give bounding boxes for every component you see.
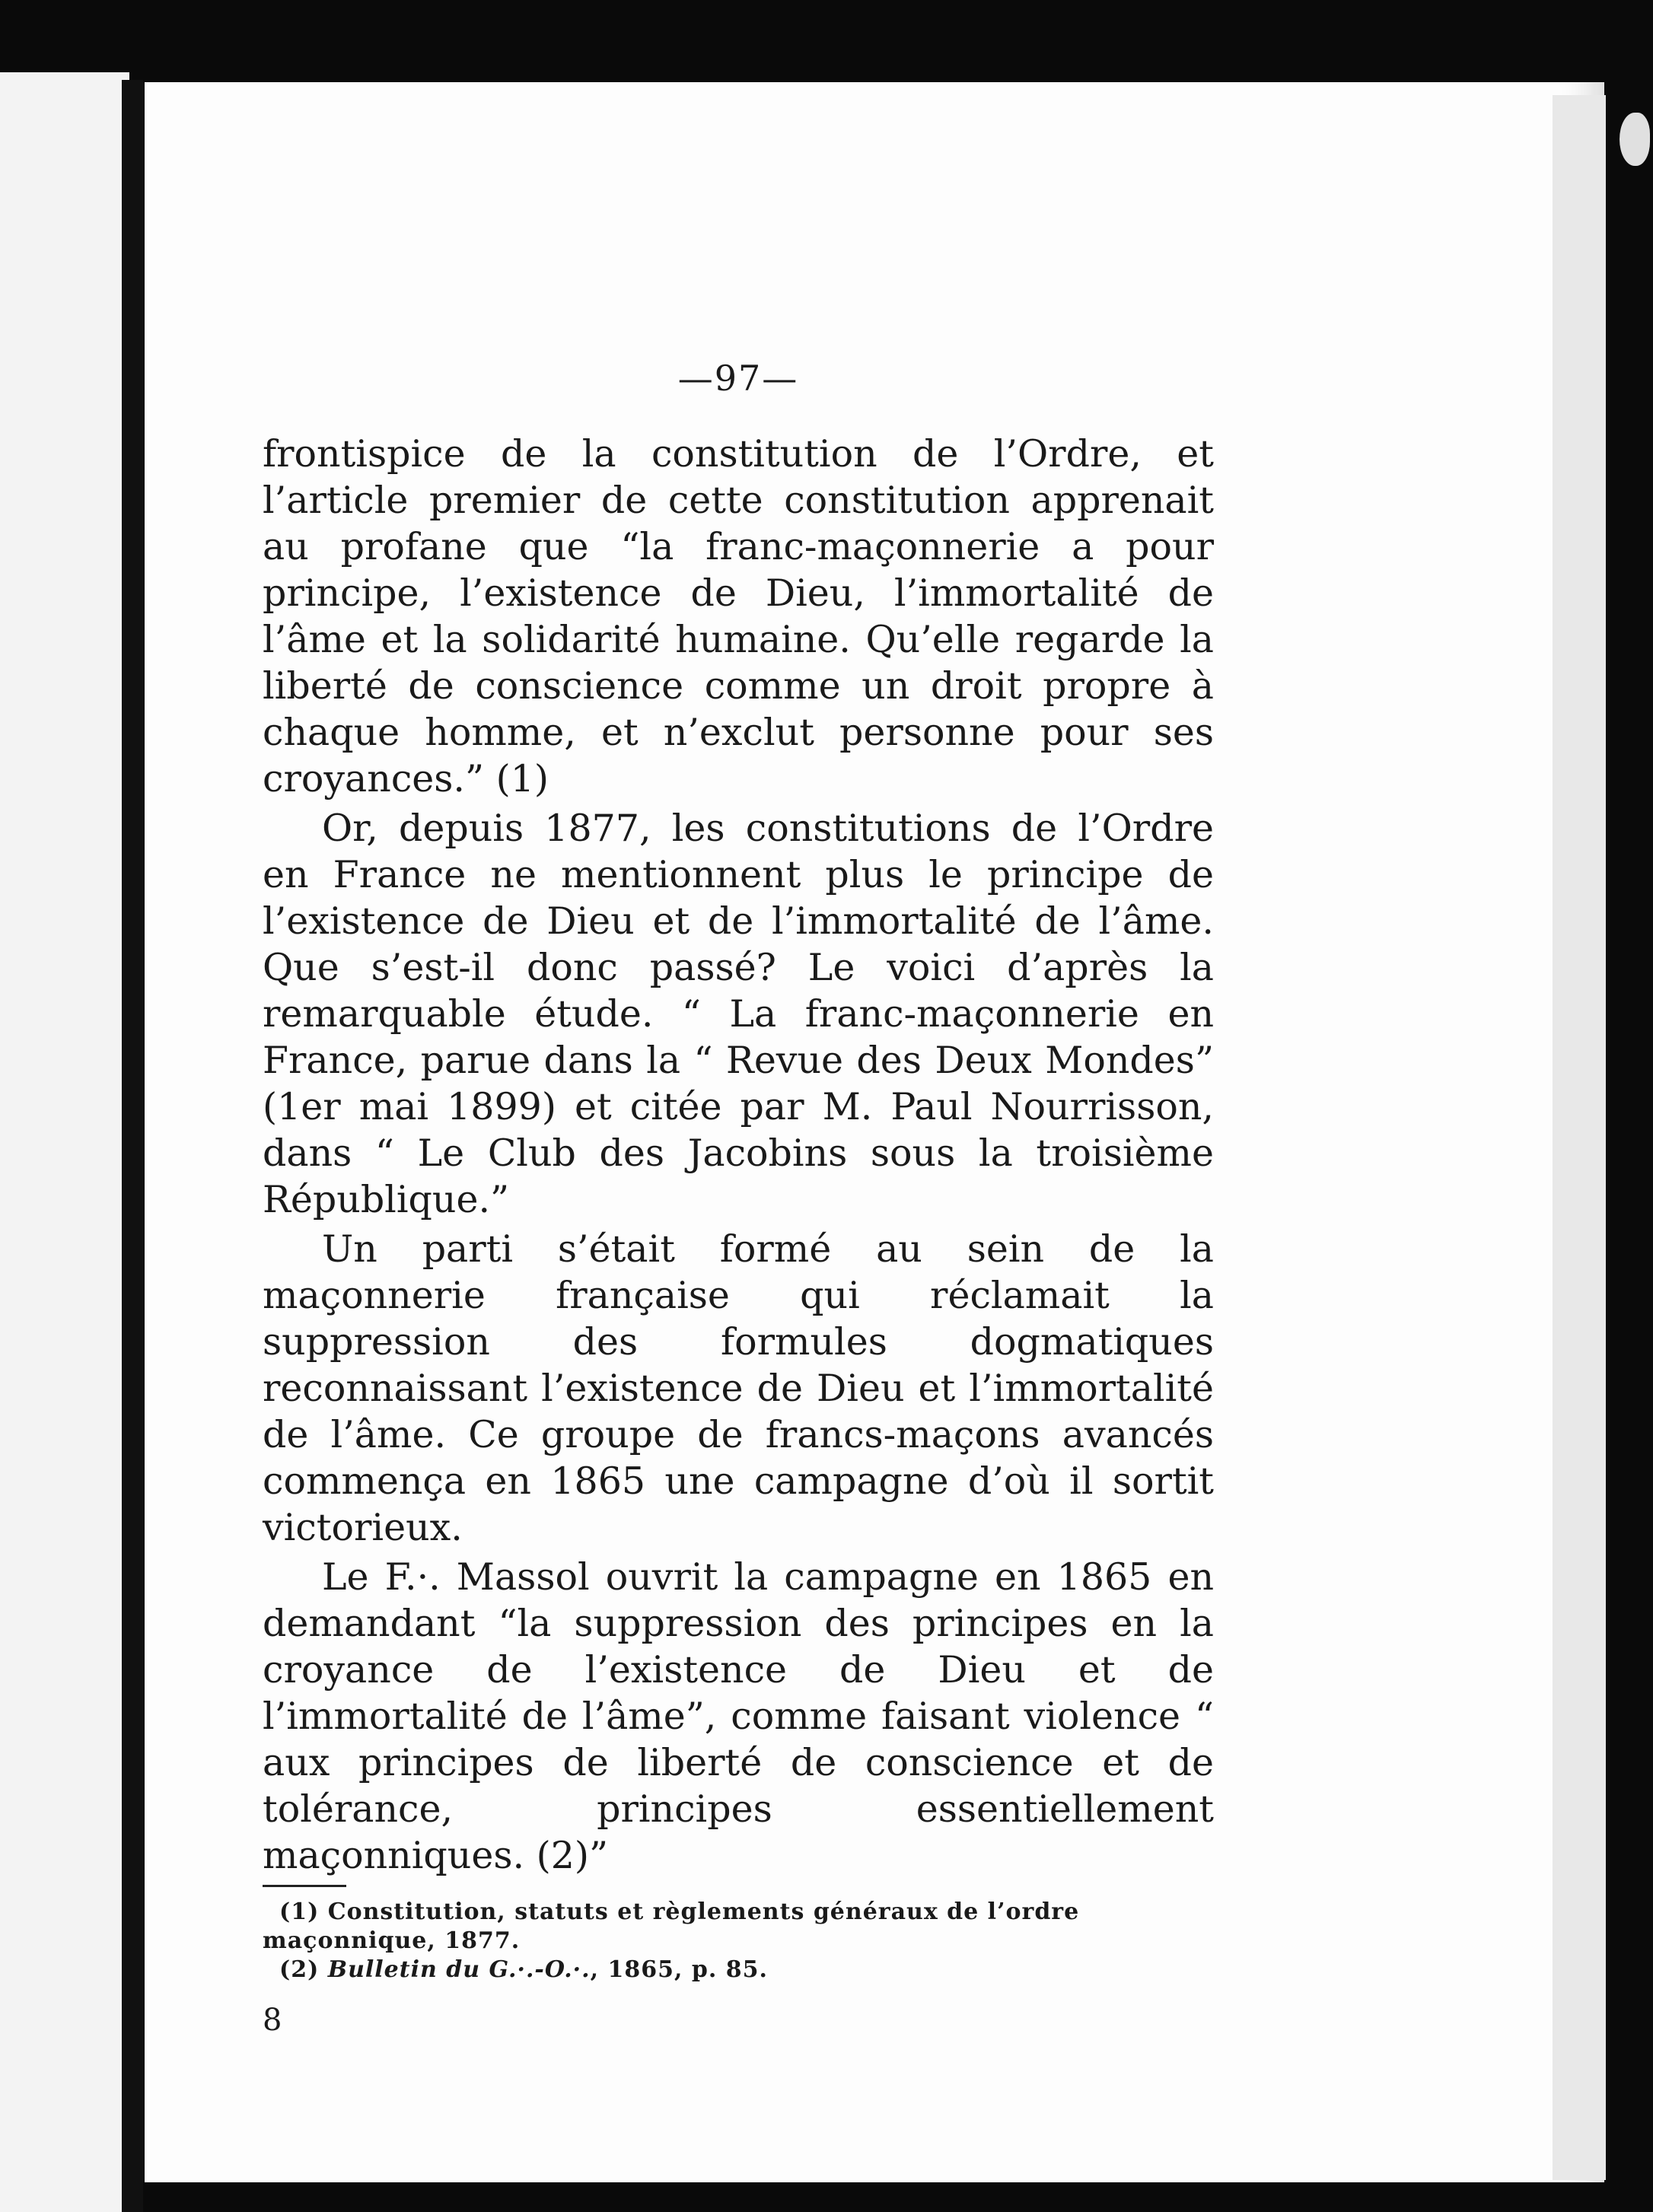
paragraph-1: frontispice de la constitution de l’Ordre, et l’article premier de cette constitution apprenait au profane que “la franc-maçonnerie a pour principe, l’existence de Dieu, l’immortalité de l’âme et la solidarité humaine. Qu’elle regarde la liberté de conscience comme un droit propre à chaque homme, et n’exclut personne pour ses croyances.” (1) <box>263 432 1214 800</box>
footnote-divider <box>263 1885 346 1887</box>
paragraph-3: Un parti s’était formé au sein de la maçonnerie française qui réclamait la suppression des formules dogmatiques reconnaissant l’existence de Dieu et l’immortalité de l’âme. Ce groupe de francs-maçons avancés commença en 1865 une campagne d’où il sortit victorieux. <box>263 1227 1214 1549</box>
signature-mark: 8 <box>263 2003 282 2038</box>
page-right-edge <box>1553 95 1606 2180</box>
footnote-2 <box>263 1956 1214 1984</box>
left-page-edge <box>0 72 129 2212</box>
footnote-2-text: , 1865, p. 85. <box>590 1956 768 1983</box>
page-content <box>263 358 1214 2038</box>
paragraph-2: Or, depuis 1877, les constitutions de l’Ordre en France ne mentionnent plus le principe de l’existence de Dieu et de l’immortalité de l’âme. Que s’est-il donc passé? Le voici d’après la remarquable étude. “ La franc-maçonnerie en France, parue dans la “ Revue des Deux Mondes” (1er mai 1899) et citée par M. Paul Nourrisson, dans “ Le Club des Jacobins sous la troisième République.” <box>263 807 1214 1221</box>
page-number: —97— <box>677 358 799 399</box>
binding-shadow <box>122 80 143 2212</box>
footnote-1-text: Constitution, statuts et règlements généraux de l’ordre maçonnique, 1877. <box>263 1899 1080 1954</box>
footnote-1 <box>263 1898 1214 1956</box>
page-tear-mark <box>1620 113 1650 166</box>
footnote-1-marker: (1) <box>279 1899 320 1925</box>
footnote-2-italic: Bulletin du G.·.-O.·. <box>327 1956 591 1983</box>
footnote-2-marker: (2) <box>279 1956 320 1983</box>
paragraph-4: Le F.·. Massol ouvrit la campagne en 1865 en demandant “la suppression des principes en la croyance de l’existence de Dieu et de l’immortalité de l’âme”, comme faisant violence “ aux principes de liberté de conscience et de tolérance, principes essentiellement maçonniques. (2)” <box>263 1555 1214 1877</box>
